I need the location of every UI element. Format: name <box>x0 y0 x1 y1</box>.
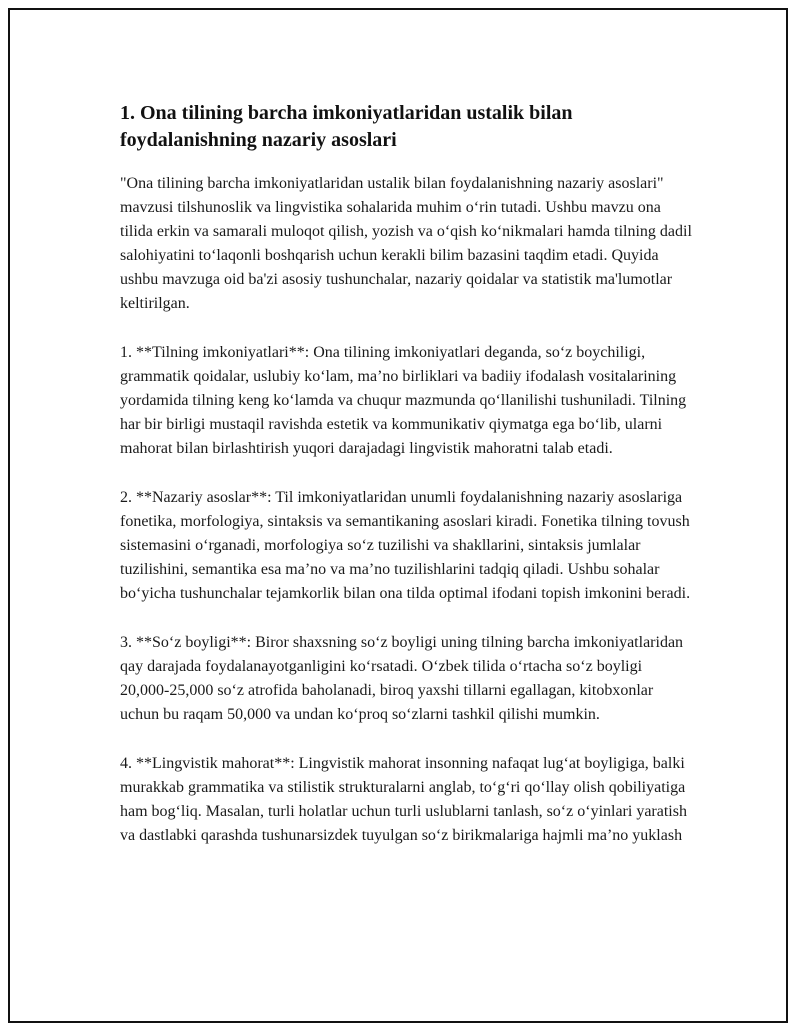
paragraph-soz-boyligi: 3. **So‘z boyligi**: Biror shaxsning so‘z boyligi uning tilning barcha imkoniyatlaridan qay darajada foydalanayotganligini ko‘rsatadi. O‘zbek tilida o‘rtacha so‘z boyligi 20,000-25,000 so‘z atrofida baholanadi, biroq yaxshi tillarni egallagan, kitobxonlar uchun bu raqam 50,000 va undan ko‘proq so‘zlarni tashkil qilishi mumkin. <box>120 634 684 723</box>
intro-paragraph: "Ona tilining barcha imkoniyatlaridan ustalik bilan foydalanishning nazariy asoslari" mavzusi tilshunoslik va lingvistika sohalarida muhim o‘rin tutadi. Ushbu mavzu ona tilida erkin va samarali muloqot qilish, yozish va o‘qish ko‘nikmalari hamda tilning dadil salohiyatini to‘laqonli boshqarish uchun kerakli bilim bazasini taqdim etadi. Quyida ushbu mavzuga oid ba'zi asosiy tushunchalar, nazariy qoidalar va statistik ma'lumotlar keltirilgan. <box>120 175 692 312</box>
page-frame <box>8 8 788 1023</box>
paragraph-nazariy-asoslar: 2. **Nazariy asoslar**: Til imkoniyatlaridan unumli foydalanishning nazariy asoslariga fonetika, morfologiya, sintaksis va semantikaning asoslari kiradi. Fonetika tilning tovush sistemasini o‘rganadi, morfologiya so‘z tuzilishi va shakllarini, sintaksis jumlalar tuzilishini, semantika esa ma’no va ma’no tuzilishlarini tadqiq qiladi. Ushbu sohalar bo‘yicha tushunchalar tejamkorlik bilan ona tilda optimal ifodani topish imkonini beradi. <box>120 489 691 602</box>
section-heading: 1. Ona tilining barcha imkoniyatlaridan ustalik bilan foydalanishning nazariy asoslari <box>120 102 573 151</box>
document-body <box>120 100 695 873</box>
paragraph-lingvistik-mahorat: 4. **Lingvistik mahorat**: Lingvistik mahorat insonning nafaqat lug‘at boyligiga, balki murakkab grammatika va stilistik strukturalarni anglab, to‘g‘ri qo‘llay olish qobiliyatiga ham bog‘liq. Masalan, turli holatlar uchun turli uslublarni tanlash, so‘z o‘yinlari yaratish va dastlabki qarashda tushunarsizdek tuyulgan so‘z birikmalariga hajmli ma’no yuklash <box>120 755 687 844</box>
paragraph-tilning-imkoniyatlari: 1. **Tilning imkoniyatlari**: Ona tilining imkoniyatlari deganda, so‘z boychiligi, grammatik qoidalar, uslubiy ko‘lam, ma’no birliklari va badiiy ifodalash vositalarining yordamida tilning keng ko‘lamda va chuqur mazmunda qo‘llanilishi tushuniladi. Tilning har bir birligi mustaqil ravishda estetik va kommunikativ qiymatga ega bo‘lib, ularni mahorat bilan birlashtirish yuqori darajadagi lingvistik mahoratni talab etadi. <box>120 344 687 457</box>
